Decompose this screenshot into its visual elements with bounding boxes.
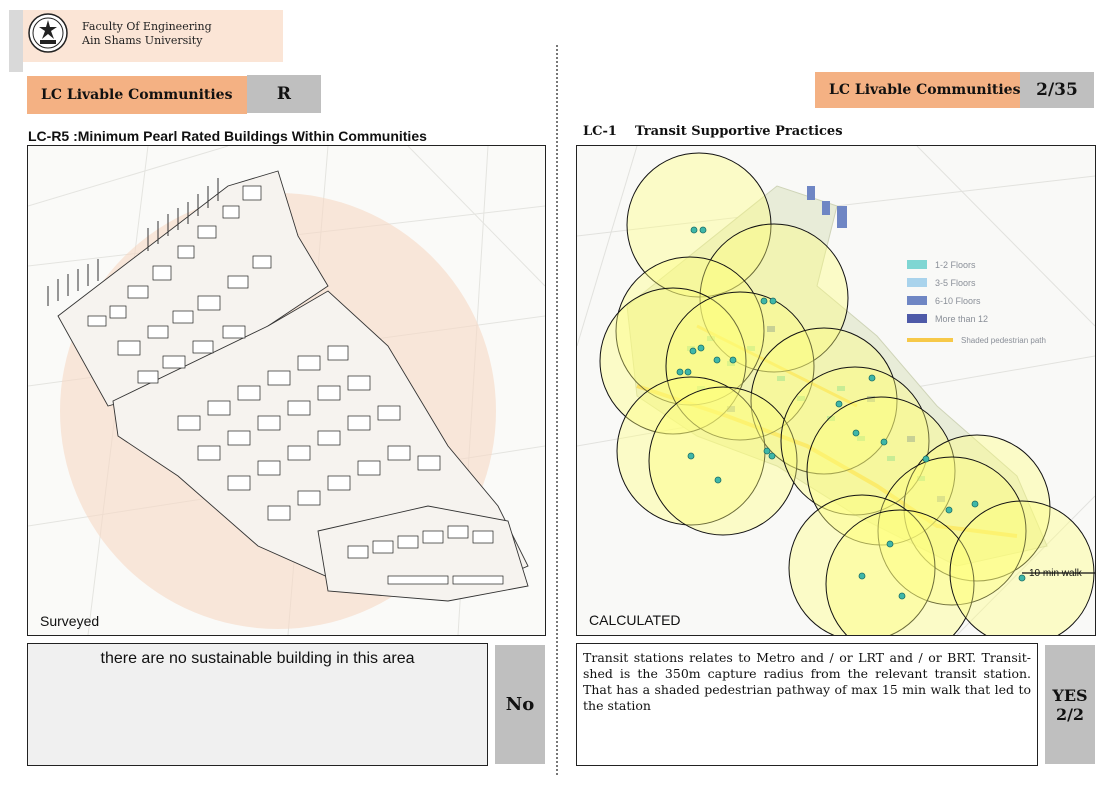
right-map-caption: CALCULATED [589, 612, 681, 628]
legend-swatch-6-10 [907, 296, 927, 305]
left-result-box [495, 645, 545, 764]
left-map-panel [27, 145, 546, 636]
legend-swatch-path [907, 338, 953, 342]
header-accent-bar [9, 10, 23, 72]
left-code-tab [247, 75, 321, 113]
legend-label-1-2: 1-2 Floors [935, 260, 976, 270]
university-name [82, 20, 212, 48]
left-map-caption: Surveyed [40, 613, 100, 629]
right-result-box [1045, 645, 1095, 764]
left-category-tab [27, 76, 247, 114]
left-description: there are no sustainable building in this area [100, 650, 415, 667]
right-description-box [576, 643, 1038, 766]
left-result: No [505, 694, 535, 715]
surveyed-site-map [28, 146, 545, 635]
right-description: Transit stations relates to Metro and / or LRT and / or BRT. Transit-shed is the 350m capture radius from the relevant transit station. That has a shaded pedestrian pathway of max 15 min walk that led to the station [583, 650, 1031, 713]
right-category-label: LC Livable Communities [829, 82, 1021, 98]
right-category-tab [815, 72, 1020, 108]
legend-label-12: More than 12 [935, 314, 989, 324]
university-label: Ain Shams University [82, 34, 203, 47]
left-category-label: LC Livable Communities [41, 87, 233, 103]
left-description-box [27, 643, 488, 766]
transit-catchment-map [577, 146, 1095, 635]
left-category-code: R [276, 84, 292, 104]
legend-swatch-12 [907, 314, 927, 323]
right-score-tab [1020, 72, 1094, 108]
right-result-score: 2/2 [1055, 704, 1085, 724]
page-divider [556, 45, 558, 775]
legend-label-6-10: 6-10 Floors [935, 296, 981, 306]
legend-label-path: Shaded pedestrian path [961, 336, 1046, 345]
right-score-total: 2/35 [1036, 80, 1078, 100]
walk-radius-label: 10 min walk [1029, 568, 1082, 579]
right-section-title: LC-1 Transit Supportive Practices [583, 124, 843, 139]
legend-swatch-3-5 [907, 278, 927, 287]
legend-label-3-5: 3-5 Floors [935, 278, 976, 288]
faculty-label: Faculty Of Engineering [82, 20, 212, 33]
right-result-word: YES [1052, 685, 1088, 705]
legend-swatch-1-2 [907, 260, 927, 269]
right-map-panel [576, 145, 1096, 636]
left-section-title: LC-R5 :Minimum Pearl Rated Buildings Within Communities [28, 128, 427, 144]
university-seal-icon [28, 13, 68, 53]
